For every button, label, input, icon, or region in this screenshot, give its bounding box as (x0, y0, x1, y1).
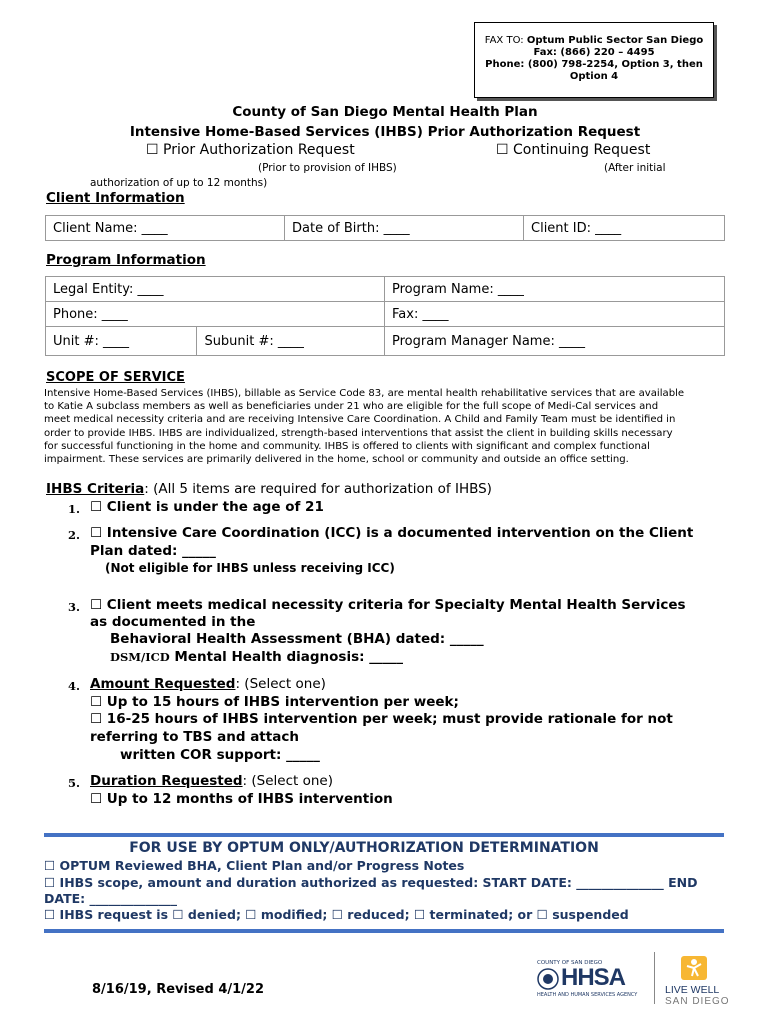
optum-band-top (44, 833, 724, 837)
client-name-field[interactable]: Client Name: ____ (46, 216, 285, 241)
program-info-heading: Program Information (46, 252, 206, 268)
legal-entity-field[interactable]: Legal Entity: ____ (46, 277, 385, 302)
hhsa-wordmark: HHSA (561, 964, 626, 991)
scope-line: impairment. These services are primarily delivered in the home, school or community and outside an office setting. (44, 454, 629, 466)
cor-support-field[interactable]: written COR support: _____ (120, 747, 320, 763)
amount-requested-heading (90, 676, 326, 694)
bha-date-field[interactable]: Behavioral Health Assessment (BHA) dated: _____ (110, 631, 484, 647)
criteria-number-1: 1. (68, 502, 81, 516)
criteria-number-3: 3. (68, 600, 81, 614)
amount-requested-rest: : (Select one) (235, 676, 326, 692)
client-id-field[interactable]: Client ID: ____ (524, 216, 725, 241)
duration-requested-label: Duration Requested (90, 773, 243, 789)
fax-box (474, 22, 714, 98)
criterion-medical-necessity-cont: as documented in the (90, 614, 256, 630)
optum-section-title: FOR USE BY OPTUM ONLY/AUTHORIZATION DETERMINATION (129, 840, 599, 856)
fax-to-name: Optum Public Sector San Diego (526, 35, 704, 46)
after-sub-note: (After initial (604, 162, 666, 174)
dob-field[interactable]: Date of Birth: ____ (285, 216, 524, 241)
program-phone-field[interactable]: Phone: ____ (46, 302, 385, 327)
form-title-line2: Intensive Home-Based Services (IHBS) Prior Authorization Request (129, 124, 641, 140)
scope-line: for successful functioning in the home and community. IHBS is offered to clients with significant and complex functional (44, 440, 650, 452)
criteria-heading-rest: : (All 5 items are required for authorization of IHBS) (144, 481, 492, 497)
optum-authorized-checkbox[interactable]: ☐ IHBS scope, amount and duration authorized as requested: START DATE: ______________ END (44, 875, 698, 890)
continuing-request-checkbox[interactable]: ☐ Continuing Request (496, 142, 651, 158)
criterion-icc-checkbox[interactable]: ☐ Intensive Care Coordination (ICC) is a documented intervention on the Client (90, 525, 694, 541)
duration-requested-rest: : (Select one) (242, 773, 333, 789)
criterion-icc-plan-date[interactable]: Plan dated: _____ (90, 543, 216, 559)
unit-field[interactable]: Unit #: ____ (46, 327, 197, 356)
prior-sub-note: (Prior to provision of IHBS) (258, 162, 397, 174)
criterion-icc-note: (Not eligible for IHBS unless receiving ICC) (105, 561, 395, 575)
revision-date: 8/16/19, Revised 4/1/22 (92, 982, 265, 997)
scope-line: Intensive Home-Based Services (IHBS), billable as Service Code 83, are mental health rehabilitative services that are available (44, 388, 685, 399)
hhsa-logo (537, 960, 647, 1000)
form-title-line1: County of San Diego Mental Health Plan (232, 104, 538, 120)
program-manager-field[interactable]: Program Manager Name: ____ (385, 327, 725, 356)
amount-requested-label: Amount Requested (90, 676, 236, 692)
after-sub-note-cont: authorization of up to 12 months) (90, 177, 268, 189)
live-well-logo (665, 956, 745, 1006)
subunit-field[interactable]: Subunit #: ____ (197, 327, 385, 356)
criterion-age-checkbox[interactable]: ☐ Client is under the age of 21 (90, 499, 324, 515)
criteria-heading (46, 481, 492, 499)
diagnosis-field[interactable] (110, 649, 403, 667)
amount-16-25-hours-checkbox[interactable]: ☐ 16-25 hours of IHBS intervention per week; must provide rationale for not (90, 711, 673, 727)
scope-line: order to provide IHBS. IHBS are individualized, strength-based interventions that assist the client in building skills necessary (44, 427, 673, 439)
footer-divider (654, 952, 655, 1004)
san-diego-text: SAN DIEGO (665, 996, 730, 1007)
phone-number: Phone: (800) 798-2254, Option 3, then (485, 59, 703, 70)
fax-to-label: FAX TO: (484, 35, 524, 46)
fax-number: Fax: (866) 220 – 4495 (533, 47, 655, 58)
program-info-table (45, 276, 725, 356)
hhsa-sub-text: HEALTH AND HUMAN SERVICES AGENCY (537, 992, 638, 998)
county-seal-icon (537, 968, 559, 990)
criteria-number-4: 4. (68, 679, 81, 693)
amount-16-25-cont: referring to TBS and attach (90, 729, 299, 745)
scope-heading: SCOPE OF SERVICE (46, 370, 185, 385)
scope-text (44, 387, 729, 466)
scope-line: to Katie A subclass members as well as beneficiaries under 21 who are eligible for the full scope of Medi-Cal services and (44, 401, 659, 413)
amount-15-hours-checkbox[interactable]: ☐ Up to 15 hours of IHBS intervention per week; (90, 694, 459, 710)
prior-auth-checkbox[interactable]: ☐ Prior Authorization Request (146, 142, 355, 158)
phone-option: Option 4 (569, 71, 619, 82)
optum-reviewed-checkbox[interactable]: ☐ OPTUM Reviewed BHA, Client Plan and/or Progress Notes (44, 858, 465, 873)
duration-requested-heading (90, 773, 333, 791)
duration-12-months-checkbox[interactable]: ☐ Up to 12 months of IHBS intervention (90, 791, 393, 807)
client-info-table (45, 215, 725, 241)
live-well-figure-icon (681, 956, 707, 980)
live-well-text: LIVE WELL (665, 984, 720, 996)
dsm-icd-label: DSM/ICD (110, 650, 170, 664)
program-fax-field[interactable]: Fax: ____ (385, 302, 725, 327)
criteria-number-5: 5. (68, 776, 81, 790)
criteria-heading-label: IHBS Criteria (46, 481, 145, 497)
diagnosis-label: Mental Health diagnosis: _____ (174, 649, 403, 665)
criterion-medical-necessity-checkbox[interactable]: ☐ Client meets medical necessity criteria for Specialty Mental Health Services (90, 597, 686, 613)
client-info-heading: Client Information (46, 190, 185, 206)
optum-end-date[interactable]: DATE: ______________ (44, 891, 177, 906)
scope-line: meet medical necessity criteria and are receiving Intensive Care Coordination. A Child and Family Team must be identified in (44, 414, 676, 426)
optum-request-status[interactable]: ☐ IHBS request is ☐ denied; ☐ modified; ☐ reduced; ☐ terminated; or ☐ suspended (44, 907, 629, 922)
hhsa-county-text: COUNTY OF SAN DIEGO (537, 960, 603, 966)
optum-band-bottom (44, 929, 724, 933)
criteria-number-2: 2. (68, 528, 81, 542)
program-name-field[interactable]: Program Name: ____ (385, 277, 725, 302)
